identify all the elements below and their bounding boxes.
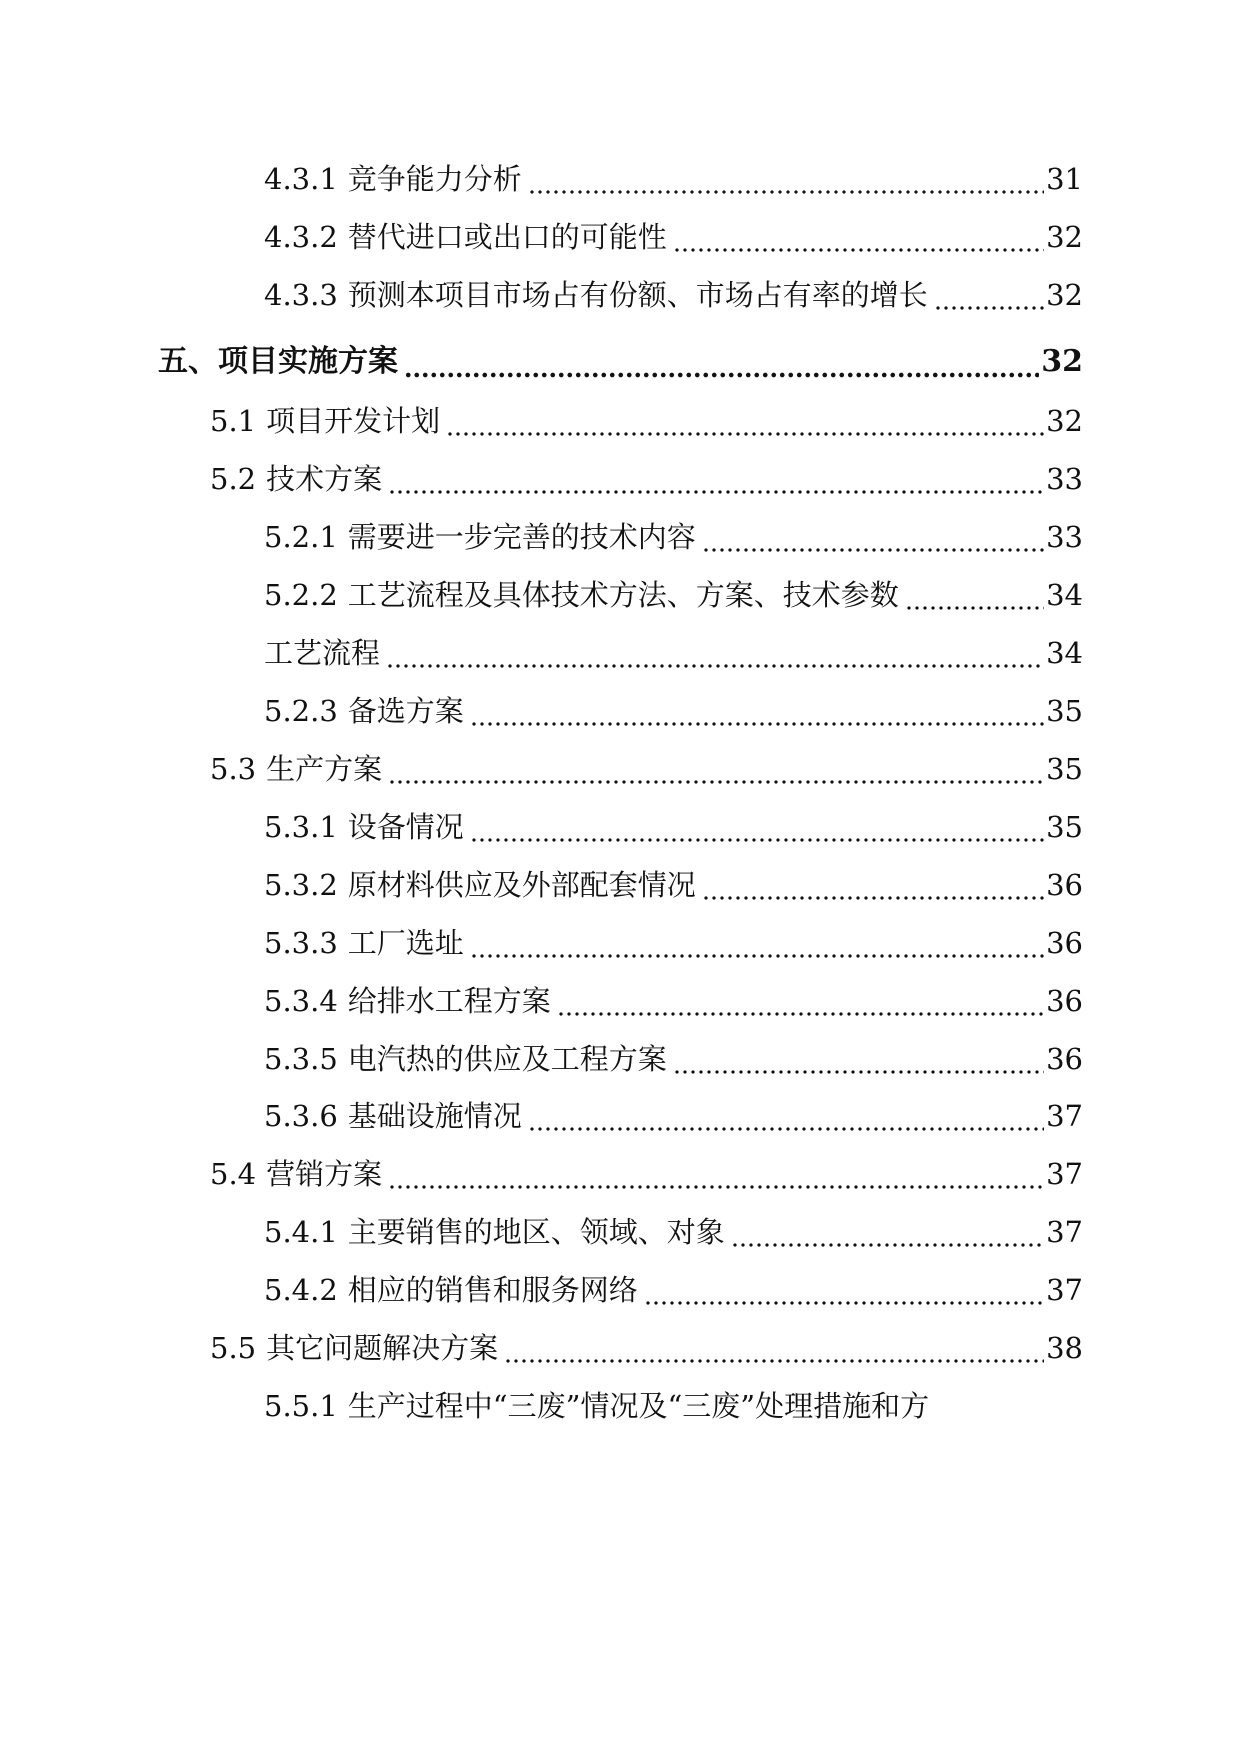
toc-entry-title: 基础设施情况 <box>347 1099 522 1133</box>
toc-entry-page-number: 37 <box>1046 1099 1083 1133</box>
toc-entry-heading <box>210 1154 382 1194</box>
toc-leader-dots <box>557 981 1044 1021</box>
toc-entry-title: 生产方案 <box>266 752 383 786</box>
toc-entry-heading <box>264 923 464 963</box>
toc-entry-number: 5.2 <box>210 462 257 496</box>
toc-entry[interactable] <box>264 803 1083 847</box>
toc-entry-heading <box>264 1212 725 1252</box>
toc-entry-number: 4.3.3 <box>264 278 338 312</box>
toc-entry-title: 项目实施方案 <box>218 344 398 379</box>
toc-leader-dots <box>388 749 1044 789</box>
toc-entry-page-number: 32 <box>1046 220 1083 254</box>
toc-entry-title: 替代进口或出口的可能性 <box>347 220 667 254</box>
toc-entry-page-number: 35 <box>1046 810 1083 844</box>
toc-entry[interactable] <box>264 861 1083 905</box>
toc-entry-page-number: 36 <box>1046 868 1083 902</box>
toc-entry[interactable] <box>264 1382 1083 1426</box>
toc-entry-page-number: 32 <box>1046 404 1083 438</box>
toc-entry-page-number: 35 <box>1046 694 1083 728</box>
toc-entry[interactable] <box>264 155 1083 199</box>
toc-entry[interactable] <box>210 455 1083 499</box>
toc-entry-heading <box>264 575 899 615</box>
toc-entry-number: 5.2.1 <box>264 520 338 554</box>
toc-entry-title: 工艺流程及具体技术方法、方案、技术参数 <box>347 578 899 612</box>
toc-entry-heading <box>210 1328 498 1368</box>
toc-leader-dots <box>673 217 1044 257</box>
toc-entry-heading <box>210 749 382 789</box>
toc-entry-number: 4.3.2 <box>264 220 338 254</box>
toc-entry-title: 工艺流程 <box>264 636 381 670</box>
toc-entry-number: 5.3.6 <box>264 1099 338 1133</box>
toc-leader-dots <box>504 1328 1044 1368</box>
toc-entry-heading <box>264 1386 929 1426</box>
toc-entry-page-number: 32 <box>1041 344 1083 379</box>
toc-entry-heading <box>264 159 522 199</box>
toc-entry-page-number: 33 <box>1046 462 1083 496</box>
toc-entry-number: 5.3.3 <box>264 926 338 960</box>
toc-entry-page-number: 31 <box>1046 162 1083 196</box>
toc-entry-heading <box>264 1039 667 1079</box>
toc-entry-page-number: 33 <box>1046 520 1083 554</box>
toc-entry-heading <box>264 807 464 847</box>
toc-entry-title: 需要进一步完善的技术内容 <box>347 520 696 554</box>
toc-entry[interactable] <box>158 338 1083 382</box>
toc-entry-title: 设备情况 <box>347 810 464 844</box>
toc-entry-number: 五、 <box>158 344 218 379</box>
toc-leader-dots <box>386 633 1044 673</box>
toc-entry-title: 相应的销售和服务网络 <box>347 1273 638 1307</box>
toc-entry-heading <box>264 865 696 905</box>
toc-entry-title: 技术方案 <box>266 462 383 496</box>
toc-entry-page-number: 38 <box>1046 1331 1083 1365</box>
toc-leader-dots <box>388 1154 1044 1194</box>
toc-entry[interactable] <box>264 213 1083 257</box>
toc-entry-number: 5.1 <box>210 404 257 438</box>
toc-entry[interactable] <box>264 687 1083 731</box>
toc-leader-dots <box>702 517 1044 557</box>
toc-leader-dots <box>470 807 1044 847</box>
toc-entry-number: 5.5.1 <box>264 1389 338 1423</box>
toc-entry-title: 主要销售的地区、领域、对象 <box>347 1215 725 1249</box>
toc-leader-dots <box>644 1270 1044 1310</box>
toc-entry-title: 给排水工程方案 <box>347 984 551 1018</box>
toc-entry-title: 生产过程中“三废”情况及“三废”处理措施和方 <box>347 1389 930 1423</box>
toc-entry[interactable] <box>264 1208 1083 1252</box>
toc-entry-number: 5.2.3 <box>264 694 338 728</box>
toc-entry-page-number: 34 <box>1046 636 1083 670</box>
toc-entry-heading <box>210 401 440 441</box>
toc-entry[interactable] <box>210 745 1083 789</box>
toc-entry[interactable] <box>210 1150 1083 1194</box>
toc-leader-dots <box>404 342 1039 382</box>
toc-leader-dots <box>470 691 1044 731</box>
toc-leader-dots <box>702 865 1044 905</box>
toc-entry-page-number: 36 <box>1046 1042 1083 1076</box>
toc-leader-dots <box>934 275 1044 315</box>
toc-entry[interactable] <box>264 629 1083 673</box>
toc-entry-page-number: 37 <box>1046 1273 1083 1307</box>
toc-entry[interactable] <box>264 1035 1083 1079</box>
toc-entry-number: 5.4.1 <box>264 1215 338 1249</box>
toc-entry-heading <box>158 342 398 382</box>
toc-leader-dots <box>470 923 1044 963</box>
toc-entry[interactable] <box>210 1324 1083 1368</box>
toc-entry-number: 5.4 <box>210 1157 257 1191</box>
toc-entry[interactable] <box>264 977 1083 1021</box>
toc-entry[interactable] <box>264 271 1083 315</box>
toc-entry-heading <box>264 275 928 315</box>
toc-entry-page-number: 37 <box>1046 1157 1083 1191</box>
toc-entry-number: 5.4.2 <box>264 1273 338 1307</box>
toc-entry-page-number: 36 <box>1046 984 1083 1018</box>
toc-entry-page-number: 34 <box>1046 578 1083 612</box>
toc-leader-dots <box>905 575 1044 615</box>
toc-entry-page-number: 37 <box>1046 1215 1083 1249</box>
toc-entry-heading <box>264 517 696 557</box>
toc-entry-page-number: 36 <box>1046 926 1083 960</box>
toc-entry-page-number: 35 <box>1046 752 1083 786</box>
toc-entry-title: 项目开发计划 <box>266 404 441 438</box>
toc-entry-number: 5.3.2 <box>264 868 338 902</box>
toc-entry-heading <box>264 217 667 257</box>
toc-entry-title: 营销方案 <box>266 1157 383 1191</box>
toc-leader-dots <box>388 459 1044 499</box>
toc-entry-number: 5.3 <box>210 752 257 786</box>
toc-entry-heading <box>264 1270 638 1310</box>
toc-entry-heading <box>210 459 382 499</box>
toc-entry[interactable] <box>264 919 1083 963</box>
toc-entry-heading <box>264 1096 522 1136</box>
toc-entry[interactable] <box>264 1266 1083 1310</box>
toc-entry-heading <box>264 691 464 731</box>
toc-entry-title: 预测本项目市场占有份额、市场占有率的增长 <box>347 278 928 312</box>
toc-entry-heading <box>264 633 380 673</box>
toc-entry-heading <box>264 981 551 1021</box>
toc-entry-page-number: 32 <box>1046 278 1083 312</box>
toc-leader-dots <box>446 401 1044 441</box>
toc-entry-number: 5.5 <box>210 1331 257 1365</box>
toc-entry-title: 电汽热的供应及工程方案 <box>347 1042 667 1076</box>
toc-entry[interactable] <box>264 1092 1083 1136</box>
toc-entry-title: 工厂选址 <box>347 926 464 960</box>
toc-leader-dots <box>528 1096 1044 1136</box>
toc-entry-title: 其它问题解决方案 <box>266 1331 499 1365</box>
toc-entry-title: 原材料供应及外部配套情况 <box>347 868 696 902</box>
toc-entry-number: 5.2.2 <box>264 578 338 612</box>
toc-entry[interactable] <box>210 397 1083 441</box>
toc-entry-title: 备选方案 <box>347 694 464 728</box>
toc-entry-number: 4.3.1 <box>264 162 338 196</box>
toc-entry[interactable] <box>264 571 1083 615</box>
toc-entry-number: 5.3.5 <box>264 1042 338 1076</box>
toc-entry-number: 5.3.4 <box>264 984 338 1018</box>
toc-entry[interactable] <box>264 513 1083 557</box>
toc-leader-dots <box>731 1212 1044 1252</box>
toc-leader-dots <box>528 159 1044 199</box>
toc-entry-number: 5.3.1 <box>264 810 338 844</box>
toc-leader-dots <box>673 1039 1044 1079</box>
toc-entry-title: 竞争能力分析 <box>347 162 522 196</box>
